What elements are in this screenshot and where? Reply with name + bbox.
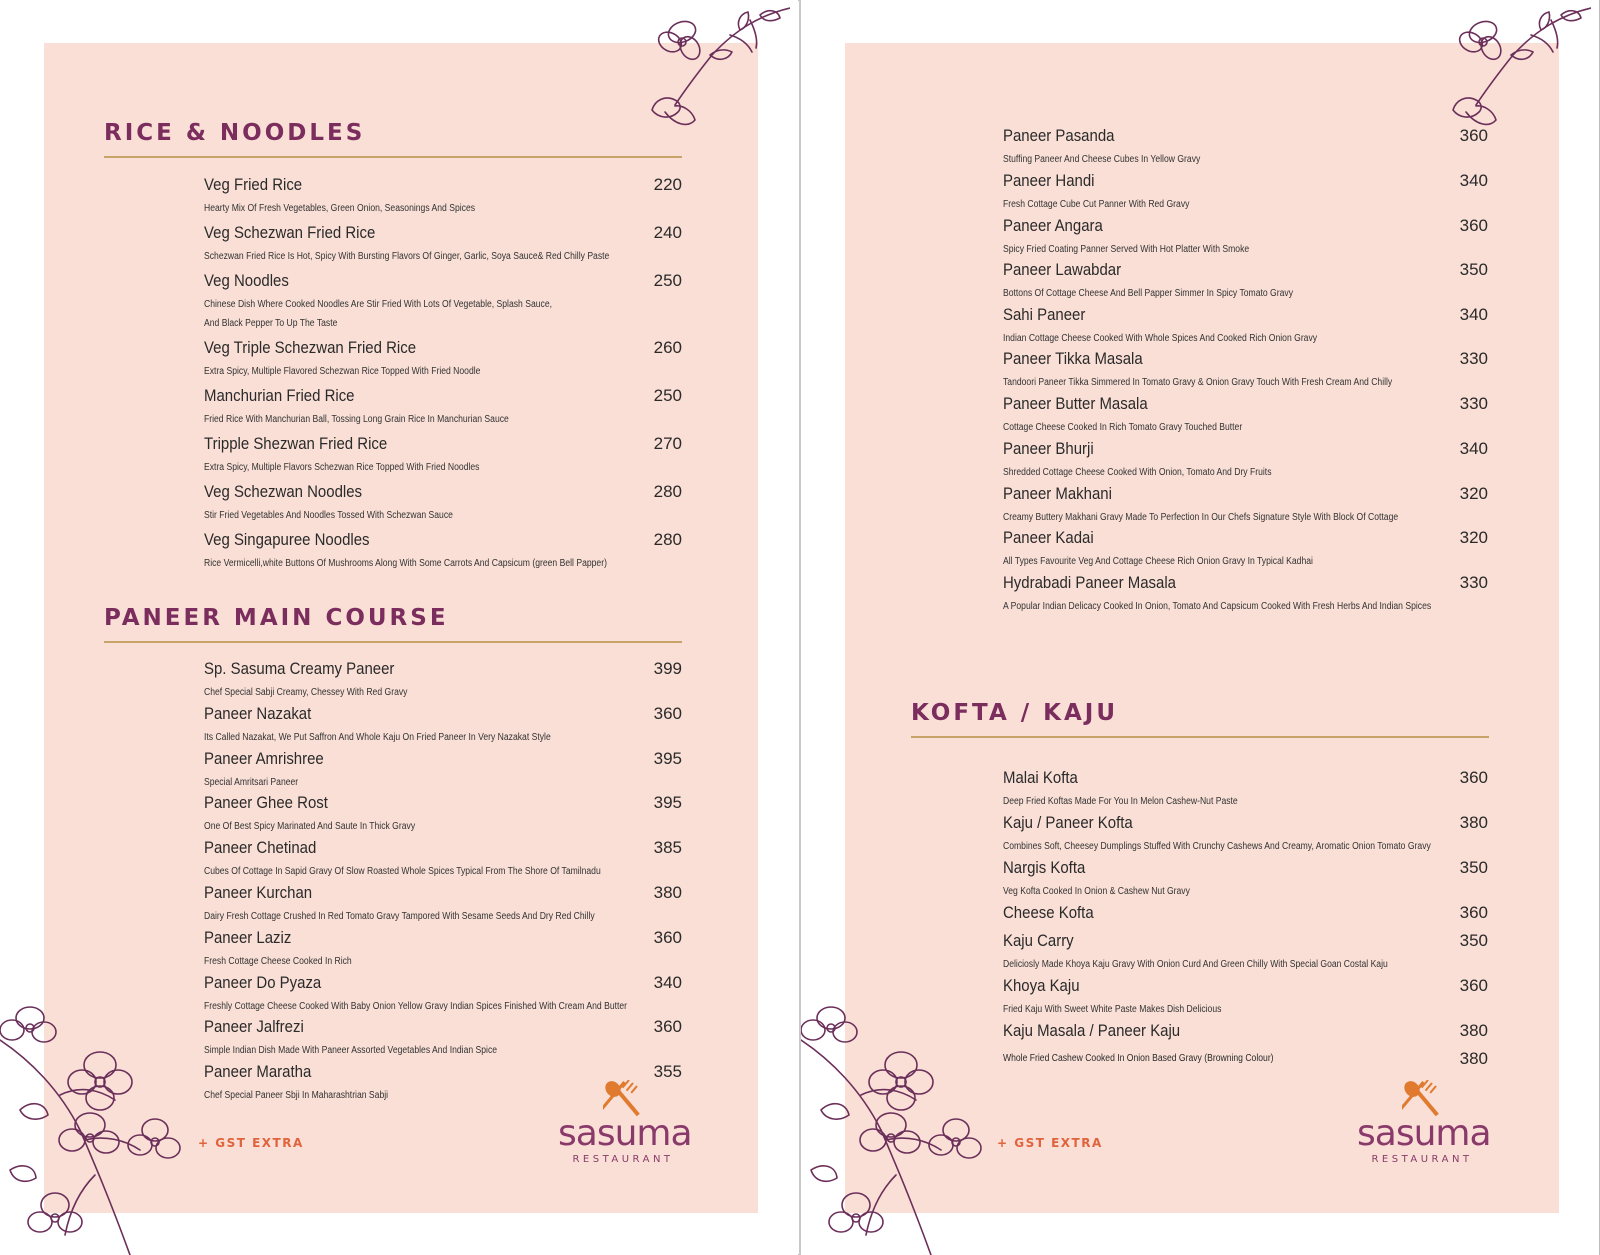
menu-item-name: Kaju Carry <box>1003 931 1074 950</box>
description-line: Spicy Fried Coating Panner Served With Hot Platter With Smoke <box>1003 244 1250 255</box>
description-line: A Popular Indian Delicacy Cooked In Onion, Tomato And Capsicum Cooked With Fresh Herbs And Indian Spices <box>1003 601 1432 612</box>
flower-branch-icon <box>0 1000 190 1255</box>
menu-item-price: 395 <box>653 793 682 812</box>
menu-item <box>204 793 682 833</box>
menu-item <box>1003 126 1488 166</box>
menu-item-description <box>1003 240 1249 259</box>
menu-item-price: 395 <box>653 749 682 768</box>
menu-item-description <box>204 247 609 266</box>
description-line: Rice Vermicelli,white Buttons Of Mushrooms Along With Some Carrots And Capsicum (green Bell Papper) <box>204 558 607 569</box>
menu-item-price: 330 <box>1459 394 1488 413</box>
menu-item-description <box>204 907 595 926</box>
menu-item-name: Paneer Do Pyaza <box>204 973 322 992</box>
brand-logo <box>1357 1080 1491 1165</box>
menu-item-description <box>204 862 601 881</box>
section-title-paneer-main-course: PANEER MAIN COURSE <box>104 605 449 631</box>
menu-item-description <box>1003 552 1313 571</box>
menu-item-name: Veg Noodles <box>204 271 289 290</box>
menu-item-description <box>204 506 453 525</box>
description-line: Deliciosly Made Khoya Kaju Gravy With Onion Curd And Green Chilly With Special Goan Costal Kaju <box>1003 959 1388 970</box>
menu-item <box>1003 305 1488 345</box>
menu-item <box>1003 216 1488 256</box>
description-line: Tandoori Paneer Tikka Simmered In Tomato Gravy & Onion Gravy Touch With Fresh Cream And Chilly <box>1003 377 1393 388</box>
menu-item-price: 399 <box>653 659 682 678</box>
description-line: Extra Spicy, Multiple Flavored Schezwan Rice Topped With Fried Noodle <box>204 366 481 377</box>
menu-item-name: Nargis Kofta <box>1003 858 1086 877</box>
menu-item-description <box>204 295 552 333</box>
menu-item-description <box>204 773 298 792</box>
menu-item <box>1003 439 1488 479</box>
menu-item-price: 360 <box>653 1017 682 1036</box>
menu-item-name: Kaju Masala / Paneer Kaju <box>1003 1021 1181 1040</box>
menu-item-price: 385 <box>653 838 682 857</box>
menu-item <box>1003 573 1488 613</box>
menu-page-left <box>0 0 798 1255</box>
description-line: Hearty Mix Of Fresh Vegetables, Green Onion, Seasonings And Spices <box>204 203 476 214</box>
description-line: Fried Rice With Manchurian Ball, Tossing Long Grain Rice In Manchurian Sauce <box>204 414 509 425</box>
menu-item <box>204 223 682 263</box>
description-line: Creamy Buttery Makhani Gravy Made To Perfection In Our Chefs Signature Style With Block Of Cottage <box>1003 512 1399 523</box>
description-line: Cottage Cheese Cooked In Rich Tomato Gravy Touched Butter <box>1003 422 1243 433</box>
description-line: All Types Favourite Veg And Cottage Cheese Rich Onion Gravy In Typical Kadhai <box>1003 556 1313 567</box>
menu-item-description <box>204 410 509 429</box>
description-line: Schezwan Fried Rice Is Hot, Spicy With Bursting Flavors Of Ginger, Garlic, Soya Sauce& Red Chilly Paste <box>204 251 610 262</box>
flower-corner-icon <box>1441 0 1591 140</box>
menu-item-name: Veg Fried Rice <box>204 175 303 194</box>
menu-item <box>204 434 682 474</box>
menu-item <box>204 386 682 426</box>
description-line: And Black Pepper To Up The Taste <box>204 318 338 329</box>
menu-item <box>204 928 682 968</box>
menu-item <box>204 1017 682 1057</box>
menu-item-name: Cheese Kofta <box>1003 903 1094 922</box>
menu-item <box>204 883 682 923</box>
description-line: Deep Fried Koftas Made For You In Melon Cashew-Nut Paste <box>1003 796 1238 807</box>
brand-name: sasuma <box>558 1113 692 1154</box>
menu-item-description <box>1003 284 1293 303</box>
menu-item-price: 280 <box>653 530 682 549</box>
menu-item-description <box>204 817 415 836</box>
menu-item-price: 320 <box>1459 484 1488 503</box>
menu-item-name: Sp. Sasuma Creamy Paneer <box>204 659 395 678</box>
description-line: Freshly Cottage Cheese Cooked With Baby Onion Yellow Gravy Indian Spices Finished With Cream And Butter <box>204 1001 628 1012</box>
menu-item <box>204 482 682 522</box>
menu-item-price: 360 <box>1459 903 1488 922</box>
menu-item-description <box>1003 1000 1221 1019</box>
description-line: Combines Soft, Cheesey Dumplings Stuffed With Crunchy Cashews And Creamy, Aromatic Onion Tomato Gravy <box>1003 841 1431 852</box>
menu-item-name: Sahi Paneer <box>1003 305 1086 324</box>
menu-item-description <box>1003 597 1431 616</box>
menu-item-name: Tripple Shezwan Fried Rice <box>204 434 388 453</box>
description-line: Fried Kaju With Sweet White Paste Makes Dish Delicious <box>1003 1004 1222 1015</box>
brand-subtitle: RESTAURANT <box>1371 1154 1473 1165</box>
menu-item-description <box>1003 792 1238 811</box>
menu-item-name: Hydrabadi Paneer Masala <box>1003 573 1176 592</box>
menu-item-description <box>1003 373 1392 392</box>
menu-item-price: 330 <box>1459 573 1488 592</box>
menu-item-price: 340 <box>1459 305 1488 324</box>
description-line: Veg Kofta Cooked In Onion & Cashew Nut Gravy <box>1003 886 1190 897</box>
description-line: Simple Indian Dish Made With Paneer Assorted Vegetables And Indian Spice <box>204 1045 498 1056</box>
menu-item <box>204 749 682 789</box>
menu-item-description <box>204 458 479 477</box>
menu-item-price: 220 <box>653 175 682 194</box>
menu-item-price: 350 <box>1459 260 1488 279</box>
menu-item-description <box>1003 463 1271 482</box>
section-title-rice-noodles: RICE & NOODLES <box>104 120 366 146</box>
menu-item <box>204 271 682 329</box>
menu-item <box>1003 813 1488 853</box>
menu-item-price: 350 <box>1459 858 1488 877</box>
menu-item-name: Manchurian Fried Rice <box>204 386 355 405</box>
menu-item <box>204 704 682 744</box>
menu-item-name: Malai Kofta <box>1003 768 1078 787</box>
menu-item <box>1003 171 1488 211</box>
menu-item <box>1003 260 1488 300</box>
menu-item-name: Khoya Kaju <box>1003 976 1080 995</box>
menu-item-description <box>204 1041 497 1060</box>
menu-item <box>1003 394 1488 434</box>
menu-item-price: 330 <box>1459 349 1488 368</box>
menu-item-price: 350 <box>1459 931 1488 950</box>
menu-item <box>1003 858 1488 898</box>
description-line: Extra Spicy, Multiple Flavors Schezwan Rice Topped With Fried Noodles <box>204 462 480 473</box>
description-line: Shredded Cottage Cheese Cooked With Onion, Tomato And Dry Fruits <box>1003 467 1272 478</box>
menu-item <box>1003 349 1488 389</box>
menu-item-name: Paneer Tikka Masala <box>1003 349 1143 368</box>
menu-item-description <box>204 728 551 747</box>
menu-item-name: Veg Schezwan Fried Rice <box>204 223 376 242</box>
menu-item <box>1003 976 1488 1016</box>
menu-item-description <box>1003 882 1190 901</box>
menu-item-description <box>1003 150 1200 169</box>
menu-item-name: Paneer Makhani <box>1003 484 1112 503</box>
menu-item-price: 360 <box>1459 768 1488 787</box>
gst-extra-note: + GST EXTRA <box>198 1136 304 1150</box>
menu-item-price: 380 <box>653 883 682 902</box>
menu-item-price: 360 <box>653 704 682 723</box>
menu-item-name: Whole Fried Cashew Cooked In Onion Based Gravy (Browning Colour) <box>1003 1053 1274 1064</box>
menu-item-name: Paneer Jalfrezi <box>204 1017 304 1036</box>
menu-item-name: Paneer Butter Masala <box>1003 394 1148 413</box>
menu-item <box>204 338 682 378</box>
menu-item-description <box>1003 195 1189 214</box>
menu-item <box>204 973 682 1013</box>
section-rule <box>104 156 682 158</box>
menu-item-name: Paneer Kurchan <box>204 883 313 902</box>
menu-item-description <box>204 997 627 1016</box>
section-title-kofta-kaju: KOFTA / KAJU <box>911 700 1119 726</box>
menu-item-price: 270 <box>653 434 682 453</box>
menu-item-name: Veg Triple Schezwan Fried Rice <box>204 338 417 357</box>
menu-item-price: 340 <box>1459 439 1488 458</box>
menu-item-description <box>204 683 407 702</box>
menu-item-price: 380 <box>1459 1021 1488 1040</box>
menu-page-right <box>801 0 1599 1255</box>
menu-item <box>204 175 682 215</box>
menu-item-description <box>1003 418 1242 437</box>
menu-item-name: Paneer Laziz <box>204 928 292 947</box>
menu-item-price: 355 <box>653 1062 682 1081</box>
menu-item-name: Paneer Lawabdar <box>1003 260 1122 279</box>
menu-item-name: Paneer Kadai <box>1003 528 1094 547</box>
menu-item-description <box>1003 955 1388 974</box>
menu-item-name: Paneer Handi <box>1003 171 1095 190</box>
description-line: Bottons Of Cottage Cheese And Bell Papper Simmer In Spicy Tomato Gravy <box>1003 288 1293 299</box>
menu-item-description <box>204 362 480 381</box>
description-line: Special Amritsari Paneer <box>204 777 299 788</box>
menu-item-price: 250 <box>653 271 682 290</box>
menu-item-name: Veg Schezwan Noodles <box>204 482 363 501</box>
description-line: Chef Special Paneer Sbji In Maharashtrian Sabji <box>204 1090 389 1101</box>
menu-item-description <box>204 554 607 573</box>
menu-item-price: 380 <box>1459 813 1488 832</box>
menu-item <box>1003 528 1488 568</box>
brand-name: sasuma <box>1357 1113 1491 1154</box>
menu-item-price: 380 <box>1459 1049 1488 1068</box>
flower-branch-icon <box>801 1000 991 1255</box>
menu-item-description <box>1003 508 1398 527</box>
description-line: Indian Cottage Cheese Cooked With Whole Spices And Cooked Rich Onion Gravy <box>1003 333 1318 344</box>
description-line: Fresh Cottage Cheese Cooked In Rich <box>204 956 352 967</box>
description-line: Chinese Dish Where Cooked Noodles Are Stir Fried With Lots Of Vegetable, Splash Sauce, <box>204 299 553 310</box>
menu-item-description <box>1003 837 1431 856</box>
menu-item-price: 320 <box>1459 528 1488 547</box>
menu-item-name: Paneer Chetinad <box>204 838 317 857</box>
menu-item-name: Paneer Angara <box>1003 216 1103 235</box>
menu-item <box>204 530 682 570</box>
brand-subtitle: RESTAURANT <box>572 1154 674 1165</box>
menu-item-price: 240 <box>653 223 682 242</box>
description-line: Chef Special Sabji Creamy, Chessey With Red Gravy <box>204 687 408 698</box>
menu-item-price: 360 <box>653 928 682 947</box>
section-rule <box>911 736 1489 738</box>
description-line: Stuffing Paneer And Cheese Cubes In Yellow Gravy <box>1003 154 1201 165</box>
gst-extra-note: + GST EXTRA <box>997 1136 1103 1150</box>
menu-item <box>1003 931 1488 971</box>
menu-item-price: 360 <box>1459 976 1488 995</box>
menu-item-price: 280 <box>653 482 682 501</box>
menu-item-price: 250 <box>653 386 682 405</box>
menu-item-name: Paneer Nazakat <box>204 704 312 723</box>
description-line: One Of Best Spicy Marinated And Saute In Thick Gravy <box>204 821 416 832</box>
description-line: Fresh Cottage Cube Cut Panner With Red Gravy <box>1003 199 1190 210</box>
menu-item <box>204 838 682 878</box>
description-line: Its Called Nazakat, We Put Saffron And Whole Kaju On Fried Paneer In Very Nazakat Style <box>204 732 551 743</box>
menu-item-name: Kaju / Paneer Kofta <box>1003 813 1133 832</box>
menu-item-name: Paneer Ghee Rost <box>204 793 328 812</box>
menu-item <box>1003 484 1488 524</box>
menu-item-name: Paneer Maratha <box>204 1062 312 1081</box>
menu-item-name: Paneer Amrishree <box>204 749 324 768</box>
menu-item-description <box>204 952 352 971</box>
menu-item <box>1003 768 1488 808</box>
menu-item-description <box>204 1086 388 1105</box>
description-line: Dairy Fresh Cottage Crushed In Red Tomato Gravy Tampored With Sesame Seeds And Dry Red Chilly <box>204 911 595 922</box>
menu-item-description <box>1003 329 1317 348</box>
menu-item-name: Paneer Pasanda <box>1003 126 1115 145</box>
description-line: Stir Fried Vegetables And Noodles Tossed With Schezwan Sauce <box>204 510 453 521</box>
flower-corner-icon <box>640 0 790 140</box>
menu-item-price: 260 <box>653 338 682 357</box>
brand-logo <box>558 1080 692 1165</box>
menu-item-description <box>204 199 475 218</box>
menu-item-price: 360 <box>1459 126 1488 145</box>
menu-item-name: Veg Singapuree Noodles <box>204 530 370 549</box>
menu-item <box>204 659 682 699</box>
menu-item-price: 360 <box>1459 216 1488 235</box>
section-rule <box>104 641 682 643</box>
menu-item-price: 340 <box>1459 171 1488 190</box>
description-line: Cubes Of Cottage In Sapid Gravy Of Slow Roasted Whole Spices Typical From The Shore Of Tamilnadu <box>204 866 601 877</box>
menu-item-name: Paneer Bhurji <box>1003 439 1094 458</box>
menu-item-price: 340 <box>653 973 682 992</box>
